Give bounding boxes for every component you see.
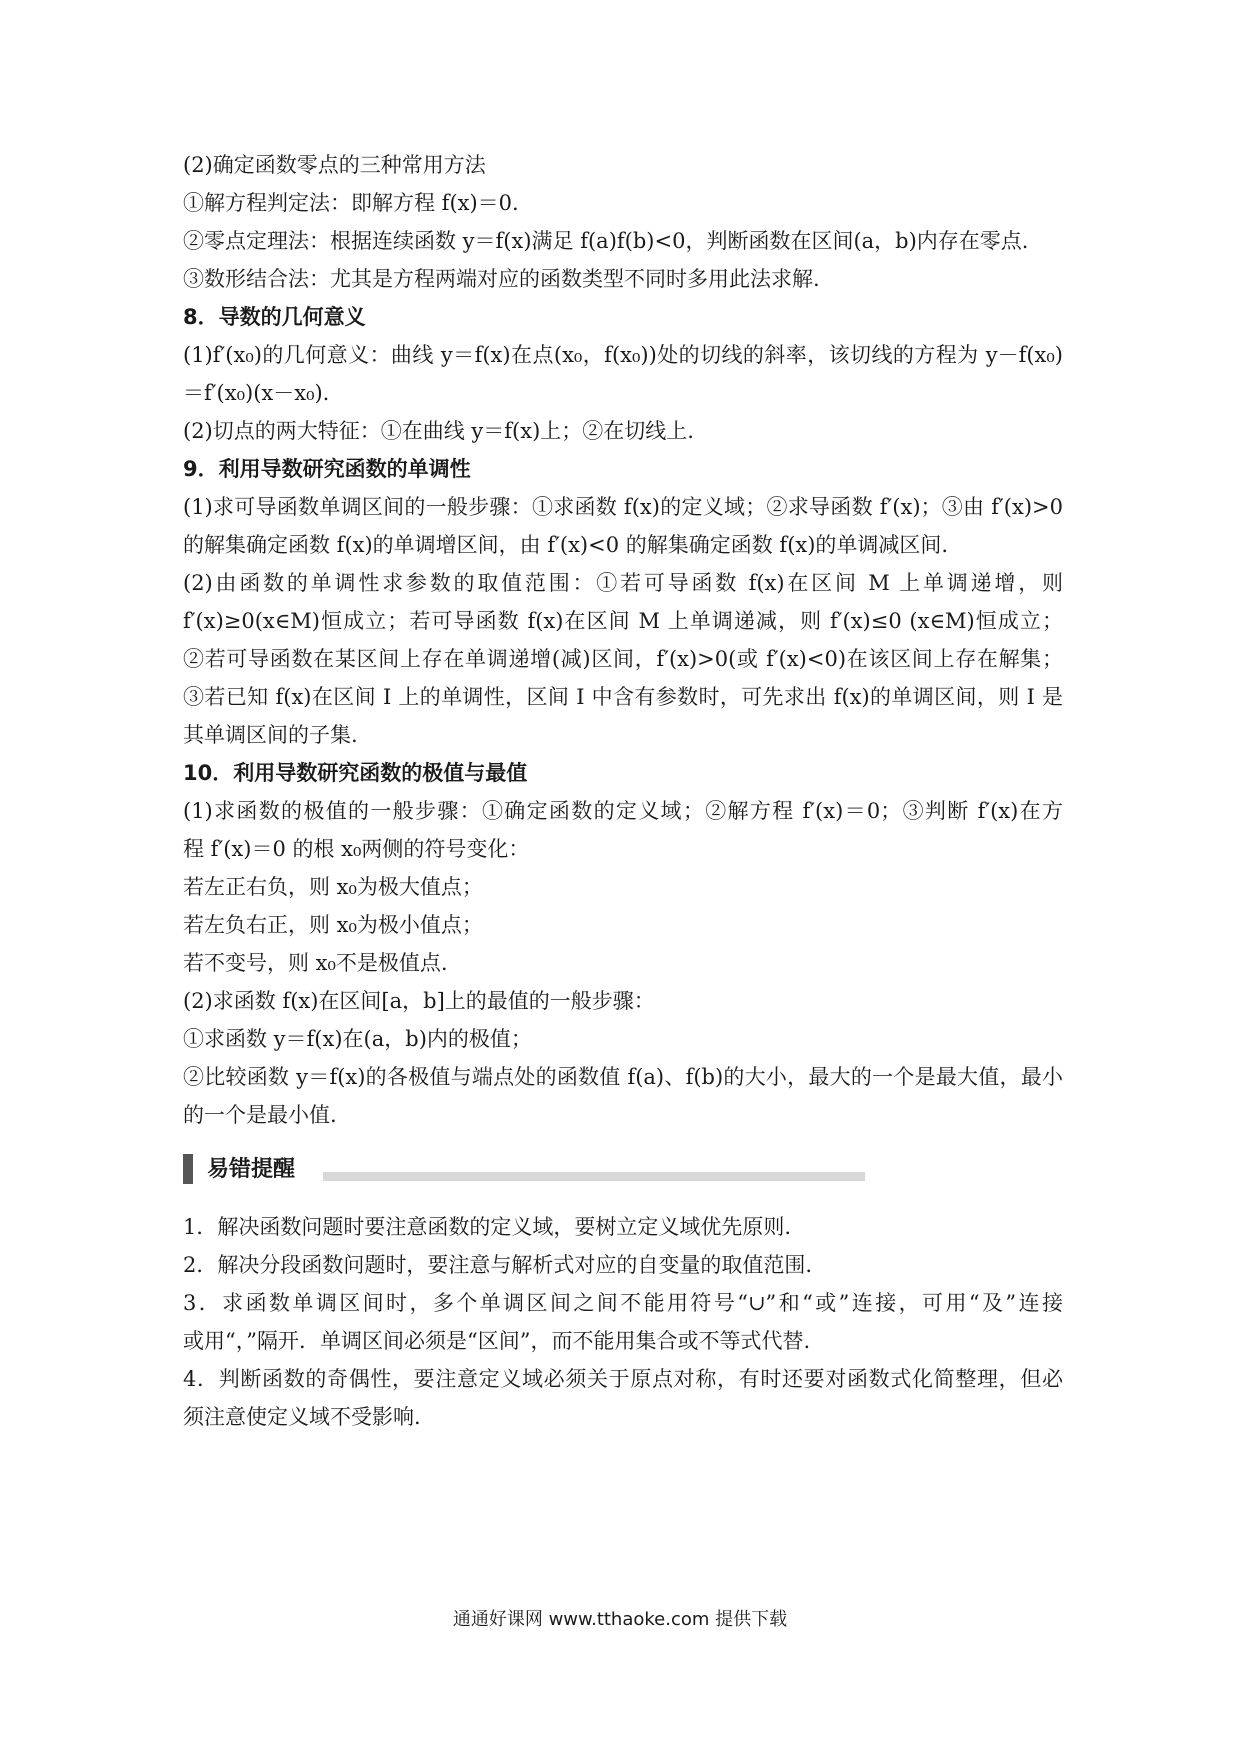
tip-item: 2．解决分段函数问题时，要注意与解析式对应的自变量的取值范围. <box>183 1253 813 1277</box>
tips-section-header <box>183 1148 1063 1192</box>
text-line: (1)求可导函数单调区间的一般步骤：①求函数 f(x)的定义域；②求导函数 f′(x)；③由 f′(x)>0 <box>183 495 1063 519</box>
text-line: (1)求函数的极值的一般步骤：①确定函数的定义域；②解方程 f′(x)＝0；③判断 f′(x)在方 <box>183 799 1063 823</box>
section-marker-bar <box>183 1154 193 1184</box>
text-line: (2)确定函数零点的三种常用方法 <box>183 153 486 177</box>
text-line: (2)由函数的单调性求参数的取值范围：①若可导函数 f(x)在区间 M 上单调递增，则 <box>183 571 1063 595</box>
text-line: ③若已知 f(x)在区间 I 上的单调性，区间 I 中含有参数时，可先求出 f(x)的单调区间，则 I 是 <box>183 685 1063 709</box>
text-line: ②零点定理法：根据连续函数 y＝f(x)满足 f(a)f(b)<0，判断函数在区间(a，b)内存在零点. <box>183 229 1029 253</box>
text-line: f′(x)≥0(x∈M)恒成立；若可导函数 f(x)在区间 M 上单调递减，则 f′(x)≤0 (x∈M)恒成立； <box>183 609 1063 633</box>
text-line: (1)f′(x₀)的几何意义：曲线 y＝f(x)在点(x₀，f(x₀))处的切线的斜率，该切线的方程为 y－f(x₀) <box>183 343 1063 367</box>
paragraph-extrema <box>183 792 1063 1134</box>
paragraph-monotonicity <box>183 488 1063 754</box>
paragraph-derivative-geometry <box>183 336 1063 450</box>
text-line: (2)求函数 f(x)在区间[a，b]上的最值的一般步骤： <box>183 989 655 1013</box>
text-line: (2)切点的两大特征：①在曲线 y＝f(x)上；②在切线上. <box>183 419 694 443</box>
tips-title: 易错提醒 <box>207 1157 296 1182</box>
text-line: ①求函数 y＝f(x)在(a，b)内的极值； <box>183 1027 532 1051</box>
tip-item: 1．解决函数问题时要注意函数的定义域，要树立定义域优先原则. <box>183 1215 792 1239</box>
document-body <box>183 146 1063 1436</box>
text-line: ①解方程判定法：即解方程 f(x)＝0. <box>183 191 519 215</box>
text-line: ②比较函数 y＝f(x)的各极值与端点处的函数值 f(a)、f(b)的大小，最大的一个是最大值，最小 <box>183 1065 1063 1089</box>
text-line: 其单调区间的子集. <box>183 723 358 747</box>
text-line: 的解集确定函数 f(x)的单调增区间，由 f′(x)<0 的解集确定函数 f(x)的单调减区间. <box>183 533 949 557</box>
text-line: ＝f′(x₀)(x－x₀). <box>183 381 330 405</box>
paragraph-zero-methods <box>183 146 1063 298</box>
tip-item: 3．求函数单调区间时，多个单调区间之间不能用符号“∪”和“或”连接，可用“及”连接 <box>183 1291 1063 1315</box>
section-heading-8: 8．导数的几何意义 <box>183 305 366 329</box>
tip-item: 或用“，”隔开．单调区间必须是“区间”，而不能用集合或不等式代替. <box>183 1329 811 1353</box>
text-line: ②若可导函数在某区间上存在单调递增(减)区间，f′(x)>0(或 f′(x)<0)在该区间上存在解集； <box>183 647 1063 671</box>
text-line: ③数形结合法：尤其是方程两端对应的函数类型不同时多用此法求解. <box>183 267 820 291</box>
page-footer: 通通好课网 www.tthaoke.com 提供下载 <box>452 1609 788 1630</box>
tip-item: 4．判断函数的奇偶性，要注意定义域必须关于原点对称，有时还要对函数式化简整理，但必 <box>183 1367 1063 1391</box>
section-rule <box>323 1172 865 1181</box>
tip-item: 须注意使定义域不受影响. <box>183 1405 421 1429</box>
text-line: 若左正右负，则 x₀为极大值点； <box>183 875 483 899</box>
text-line: 若左负右正，则 x₀为极小值点； <box>183 913 483 937</box>
text-line: 的一个是最小值. <box>183 1103 337 1127</box>
tips-list <box>183 1208 1063 1436</box>
section-heading-10: 10．利用导数研究函数的极值与最值 <box>183 761 528 785</box>
section-heading-9: 9．利用导数研究函数的单调性 <box>183 457 471 481</box>
text-line: 若不变号，则 x₀不是极值点. <box>183 951 448 975</box>
text-line: 程 f′(x)＝0 的根 x₀两侧的符号变化： <box>183 837 530 861</box>
